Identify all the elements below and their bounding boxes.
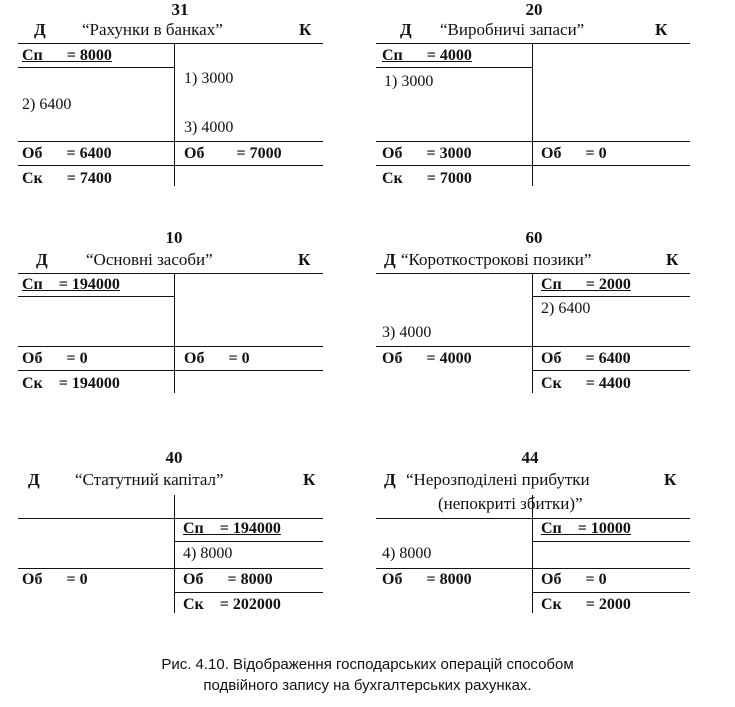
caption-line-2: подвійного запису на бухгалтерських рахунках. (203, 677, 532, 694)
debit-label: Д (28, 470, 40, 489)
closing-balance: Ск = 7000 (382, 170, 472, 187)
credit-entry: 4) 8000 (183, 545, 233, 562)
turnover-line (18, 568, 323, 569)
credit-label: К (299, 20, 312, 39)
credit-label: К (298, 250, 311, 269)
debit-entry: 2) 6400 (22, 96, 72, 113)
credit-turnover: Об = 8000 (183, 571, 273, 588)
account-divider (174, 273, 175, 393)
debit-label: Д (34, 20, 46, 39)
account-number: 31 (171, 0, 189, 19)
debit-label: Д (384, 470, 396, 489)
account-name: “Статутний капітал” (75, 470, 224, 489)
header-line (18, 43, 323, 44)
turnover-line (376, 568, 690, 569)
turnover-line (18, 141, 323, 142)
debit-turnover: Об = 3000 (382, 145, 472, 162)
account-name: “Виробничі запаси” (440, 20, 585, 39)
account-number: 20 (525, 0, 543, 19)
account-divider (532, 273, 533, 393)
closing-balance: Ск = 2000 (541, 596, 631, 613)
debit-entry: 4) 8000 (382, 545, 432, 562)
debit-label: Д (400, 20, 412, 39)
opening-balance: Сп = 4000 (382, 47, 472, 64)
turnover-line (376, 346, 690, 347)
figure-caption (0, 654, 735, 696)
closing-line (174, 592, 323, 593)
header-line (376, 43, 690, 44)
account-name: “Основні засоби” (86, 250, 213, 269)
account-number: 60 (525, 228, 543, 247)
opening-balance: Сп = 194000 (22, 276, 120, 293)
debit-turnover: Об = 8000 (382, 571, 472, 588)
closing-line (376, 165, 690, 166)
turnover-line (376, 141, 690, 142)
opening-underline (532, 296, 690, 297)
header-line (376, 273, 690, 274)
opening-balance: Сп = 10000 (541, 520, 631, 537)
credit-entry: 1) 3000 (184, 70, 234, 87)
account-name: “Рахунки в банках” (82, 20, 223, 39)
caption-line-1: Рис. 4.10. Відображення господарських операцій способом (161, 656, 574, 673)
opening-underline (18, 67, 174, 68)
account-name: “Короткострокові позики” (401, 250, 592, 269)
closing-line (532, 370, 690, 371)
credit-turnover: Об = 0 (184, 350, 250, 367)
debit-label: Д (384, 250, 396, 269)
credit-turnover: Об = 7000 (184, 145, 282, 162)
opening-balance: Сп = 194000 (183, 520, 281, 537)
turnover-line (18, 346, 323, 347)
debit-turnover: Об = 6400 (22, 145, 112, 162)
closing-balance: Ск = 4400 (541, 375, 631, 392)
account-number: 44 (521, 448, 539, 467)
account-name: “Нерозподілені прибутки (406, 470, 590, 489)
credit-entry: 2) 6400 (541, 300, 591, 317)
credit-entry: 3) 4000 (184, 119, 234, 136)
header-line (376, 518, 690, 519)
opening-underline (18, 296, 174, 297)
debit-entry: 3) 4000 (382, 324, 432, 341)
debit-turnover: Об = 0 (22, 350, 88, 367)
closing-line (18, 370, 323, 371)
header-line (18, 518, 323, 519)
opening-balance: Сп = 2000 (541, 276, 631, 293)
credit-turnover: Об = 0 (541, 145, 607, 162)
opening-underline (376, 67, 532, 68)
account-number: 40 (165, 448, 183, 467)
opening-underline (532, 541, 690, 542)
header-line (18, 273, 323, 274)
account-divider (174, 495, 175, 613)
credit-label: К (655, 20, 668, 39)
closing-balance: Ск = 202000 (183, 596, 281, 613)
debit-turnover: Об = 4000 (382, 350, 472, 367)
closing-line (532, 592, 690, 593)
credit-label: К (664, 470, 677, 489)
debit-turnover: Об = 0 (22, 571, 88, 588)
closing-line (18, 165, 323, 166)
credit-label: К (303, 470, 316, 489)
opening-underline (174, 541, 323, 542)
credit-turnover: Об = 6400 (541, 350, 631, 367)
account-number: 10 (165, 228, 183, 247)
closing-balance: Ск = 194000 (22, 375, 120, 392)
account-divider (532, 495, 533, 613)
closing-balance: Ск = 7400 (22, 170, 112, 187)
credit-label: К (666, 250, 679, 269)
debit-entry: 1) 3000 (384, 73, 434, 90)
credit-turnover: Об = 0 (541, 571, 607, 588)
opening-balance: Сп = 8000 (22, 47, 112, 64)
account-name-line2: (непокриті збитки)” (438, 494, 583, 513)
debit-label: Д (36, 250, 48, 269)
